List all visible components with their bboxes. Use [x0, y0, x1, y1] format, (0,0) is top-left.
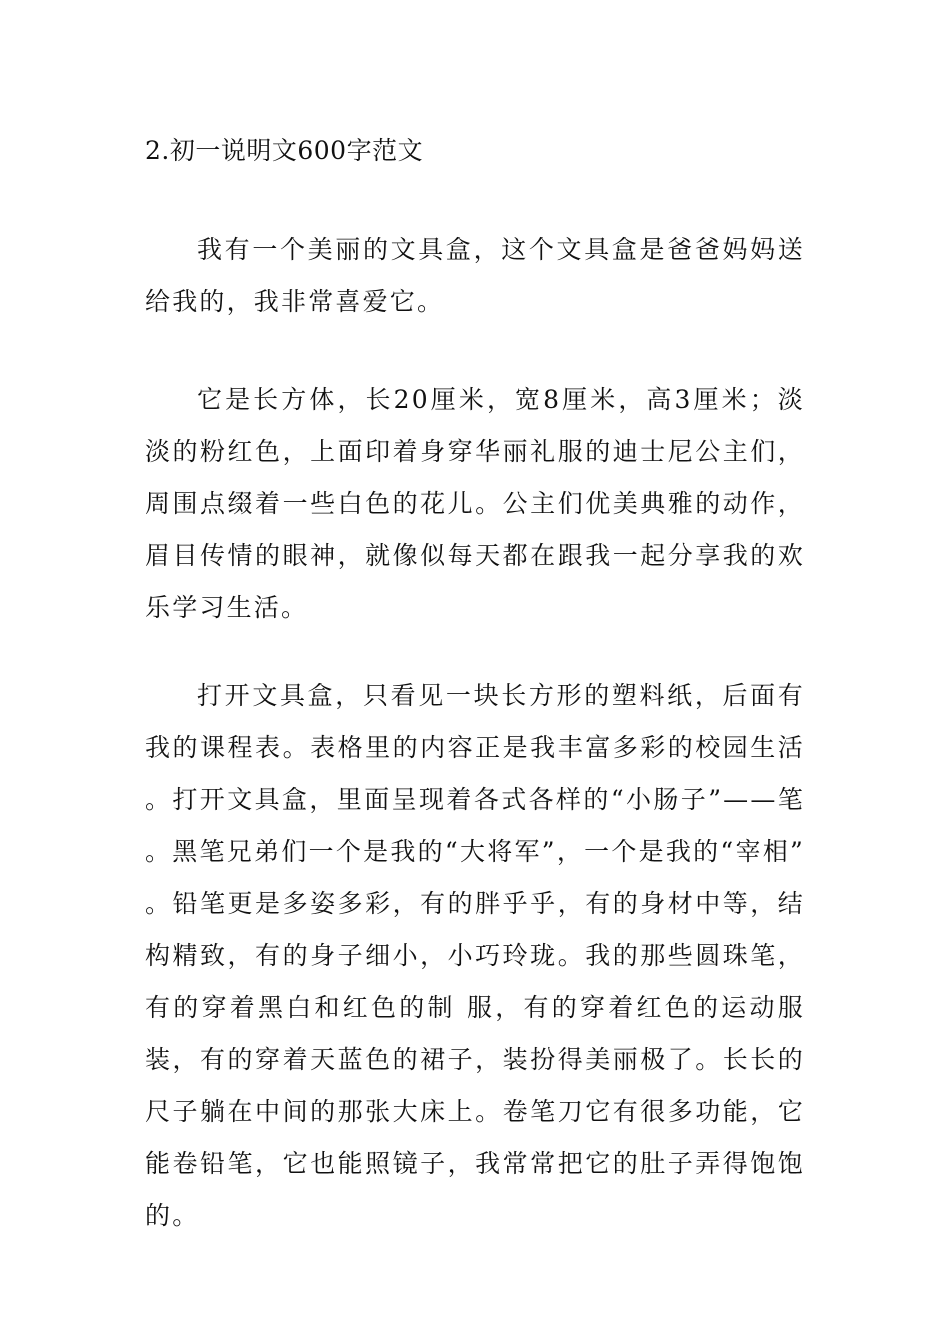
paragraph-intro: 我有一个美丽的文具盒，这个文具盒是爸爸妈妈送给我的，我非常喜爱它。	[145, 235, 805, 316]
paragraph-contents: 打开文具盒，只看见一块长方形的塑料纸，后面有我的课程表。表格里的内容正是我丰富多彩的校园生活。打开文具盒，里面呈现着各式各样的“小肠子”——笔。黑笔兄弟们一个是我的“大将军”，一个是我的“宰相”。铅笔更是多姿多彩，有的胖乎乎，有的身材中等，结构精致，有的身子细小，小巧玲珑。我的那些圆珠笔，有的穿着黑白和红色的制 服，有的穿着红色的运动服装，有的穿着天蓝色的裙子，装扮得美丽极了。长长的尺子躺在中间的那张大床上。卷笔刀它有很多功能，它能卷铅笔，它也能照镜子，我常常把它的肚子弄得饱饱的。	[145, 681, 805, 1230]
section-heading: 2.初一说明文600字范文	[145, 136, 424, 165]
paragraph-appearance: 它是长方体，长20厘米，宽8厘米，高3厘米；淡淡的粉红色，上面印着身穿华丽礼服的迪士尼公主们，周围点缀着一些白色的花儿。公主们优美典雅的动作，眉目传情的眼神，就像似每天都在跟我一起分享我的欢乐学习生活。	[145, 385, 805, 622]
